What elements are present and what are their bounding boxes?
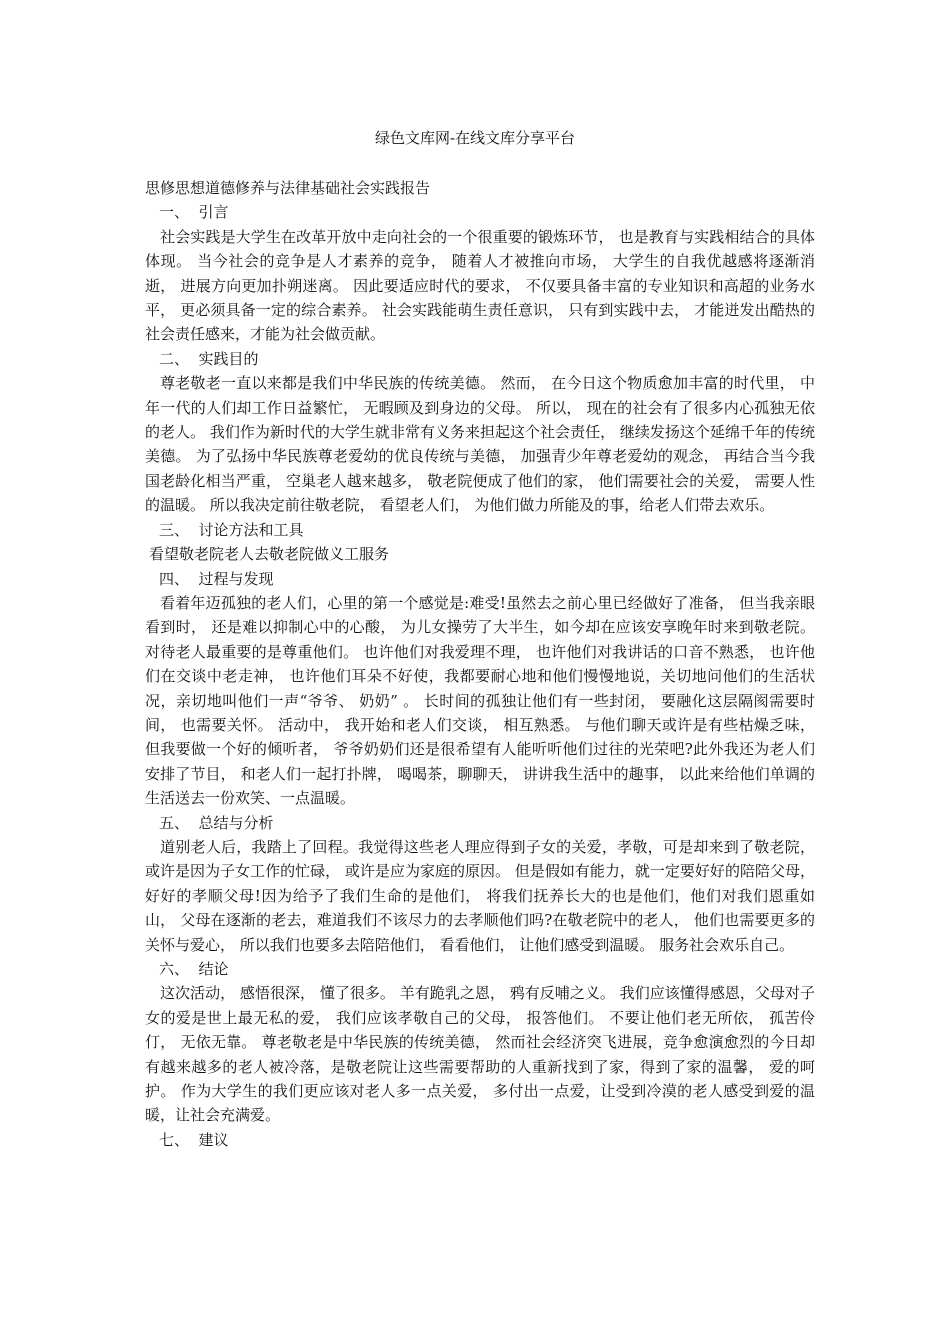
section-heading-conclusion: 六、 结论 <box>159 960 229 978</box>
section-heading-suggestions: 七、 建议 <box>159 1130 229 1149</box>
section-heading-summary: 五、 总结与分析 <box>159 813 274 832</box>
document-title: 思修思想道德修养与法律基础社会实践报告 <box>145 179 431 197</box>
section-body-purpose: 尊老敬老一直以来都是我们中华民族的传统美德。 然而， 在今日这个物质愈加丰富的时代里， 中年一代的人们却工作日益繁忙， 无暇顾及到身边的父母。 所以， 现在的社会有了很多内心孤独无依的老人。 我们作为新时代的大学生就非常有义务来担起这个社会责任， 继续发扬这个延绵千年的传统美德。 为了弘扬中华民族尊老爱幼的优良传统与美德， 加强青少年尊老爱幼的观念， 再结合当今我国老龄化相当严重， 空巢老人越来越多， 敬老院便成了他们的家， 他们需要社会的关爱， 需要人性的温暖。 所以我决定前往敬老院， 看望老人们， 为他们做力所能及的事，给老人们带去欢乐。 <box>145 374 815 515</box>
section-heading-intro: 一、 引言 <box>159 203 229 222</box>
section-body-methods: 看望敬老院老人去敬老院做义工服务 <box>149 545 390 564</box>
section-heading-process: 四、 过程与发现 <box>159 569 274 588</box>
document-body <box>145 176 815 1152</box>
section-body-conclusion: 这次活动， 感悟很深， 懂了很多。 羊有跪乳之恩， 鸦有反哺之义。 我们应该懂得感恩，父母对子女的爱是世上最无私的爱， 我们应该孝敬自己的父母， 报答他们。 不要让他们老无所依， 孤苦伶仃， 无依无靠。 尊老敬老是中华民族的传统美德， 然而社会经济突飞进展，竞争愈演愈烈的今日却有越来越多的老人被冷落，是敬老院让这些需要帮助的人重新找到了家，得到了家的温馨， 爱的呵护。 作为大学生的我们更应该对老人多一点关爱， 多付出一点爱，让受到冷漠的老人感受到爱的温暖，让社会充满爱。 <box>145 984 815 1125</box>
section-heading-purpose: 二、 实践目的 <box>159 349 259 368</box>
section-body-intro: 社会实践是大学生在改革开放中走向社会的一个很重要的锻炼环节， 也是教育与实践相结合的具体体现。 当今社会的竞争是人才素养的竞争， 随着人才被推向市场， 大学生的自我优越感将逐渐消逝， 进展方向更加扑朔迷离。 因此要适应时代的要求， 不仅要具备丰富的专业知识和高超的业务水平， 更必须具备一定的综合素养。 社会实践能萌生责任意识， 只有到实践中去， 才能迸发出酷热的社会责任感来，才能为社会做贡献。 <box>145 227 815 344</box>
section-body-summary: 道别老人后，我踏上了回程。我觉得这些老人理应得到子女的关爱，孝敬，可是却来到了敬老院， 或许是因为子女工作的忙碌， 或许是应为家庭的原因。 但是假如有能力，就一定要好好的陪陪父母，好好的孝顺父母!因为给予了我们生命的是他们， 将我们抚养长大的也是他们，他们对我们恩重如山， 父母在逐渐的老去，难道我们不该尽力的去孝顺他们吗?在敬老院中的老人， 他们也需要更多的关怀与爱心， 所以我们也要多去陪陪他们， 看看他们， 让他们感受到温暖。 服务社会欢乐自己。 <box>145 837 815 954</box>
section-heading-methods: 三、 讨论方法和工具 <box>159 520 304 539</box>
section-body-process: 看着年迈孤独的老人们，心里的第一个感觉是:难受!虽然去之前心里已经做好了准备， 但当我亲眼看到时， 还是难以抑制心中的心酸， 为儿女操劳了大半生，如今却在应该安享晚年时来到敬老院。 对待老人最重要的是尊重他们。 也许他们对我爱理不理， 也许他们对我讲话的口音不熟悉， 也许他们在交谈中老走神， 也许他们耳朵不好使，我都要耐心地和他们慢慢地说，关切地问他们的生活状况，亲切地叫他们一声“爷爷、 奶奶” 。 长时间的孤独让他们有一些封闭， 要融化这层隔阂需要时间， 也需要关怀。 活动中， 我开始和老人们交谈， 相互熟悉。 与他们聊天或许是有些枯燥乏味， 但我要做一个好的倾听者， 爷爷奶奶们还是很希望有人能听听他们过往的光荣吧?此外我还为老人们安排了节目， 和老人们一起打扑牌， 喝喝茶，聊聊天， 讲讲我生活中的趣事， 以此来给他们单调的生活送去一份欢笑、一点温暖。 <box>145 593 815 808</box>
page-header: 绿色文库网-在线文库分享平台 <box>374 129 576 147</box>
